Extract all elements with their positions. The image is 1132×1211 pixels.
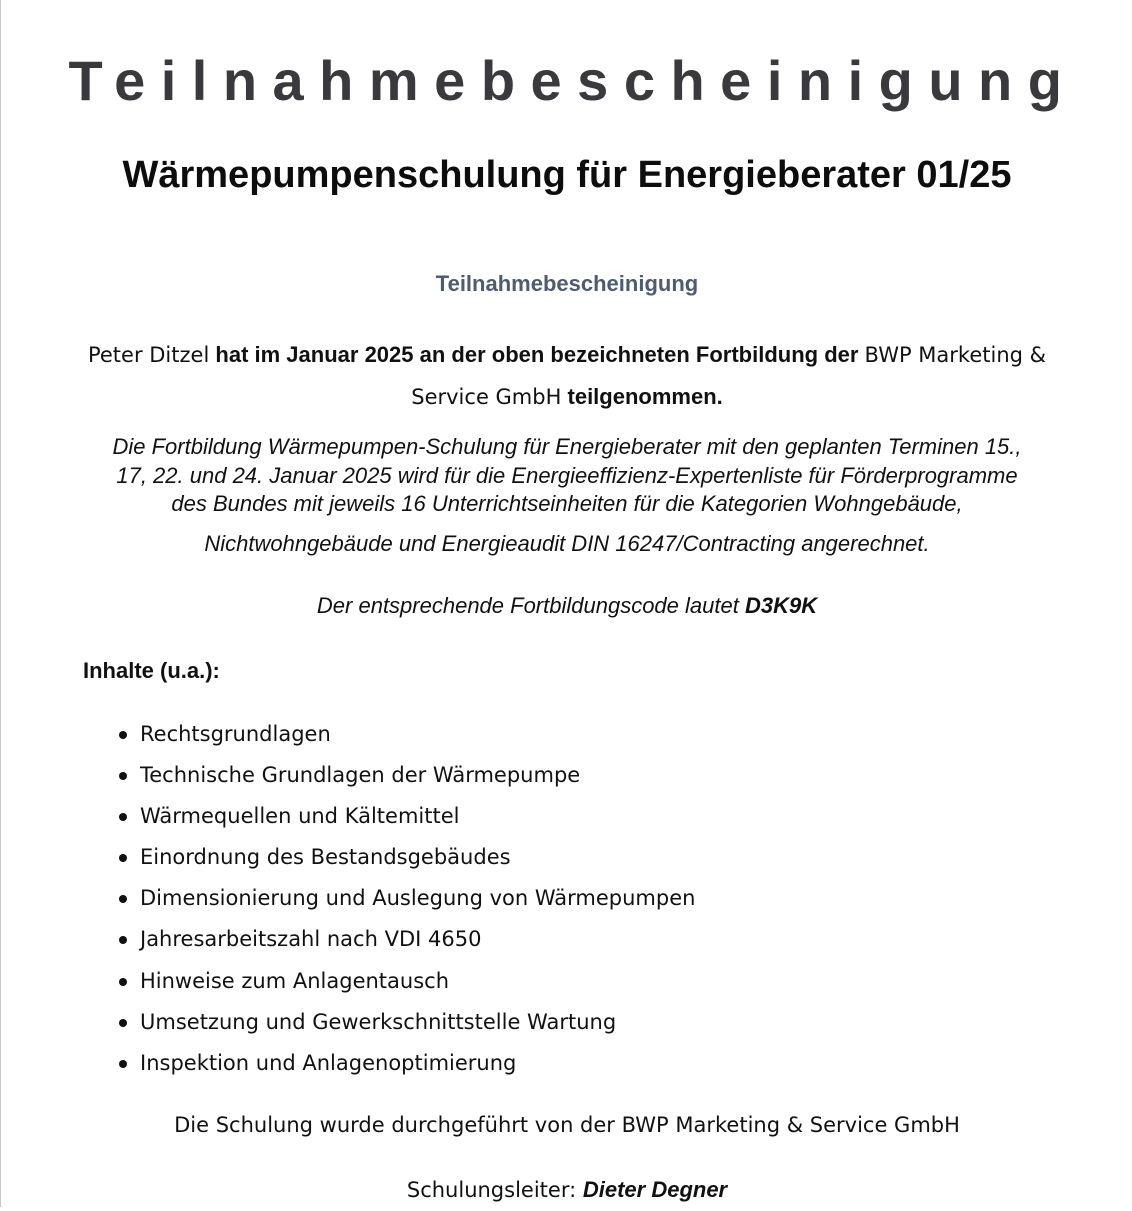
training-code-line — [1, 592, 1132, 620]
code-label: Der entsprechende Fortbildungscode lautet — [316, 593, 745, 618]
bullet-icon — [119, 895, 127, 903]
list-item — [83, 878, 695, 919]
note-line: des Bundes mit jeweils 16 Unterrichtseinheiten für die Kategorien Wohngebäude, — [171, 491, 963, 516]
bullet-icon — [119, 772, 127, 780]
list-item — [83, 919, 695, 960]
list-item — [83, 796, 695, 837]
training-code: D3K9K — [744, 593, 818, 618]
list-item-label: Inspektion und Anlagenoptimierung — [140, 1050, 517, 1075]
list-item — [83, 1043, 695, 1084]
certificate-title: Teilnahmebescheinigung — [68, 49, 1078, 112]
section-heading: Teilnahmebescheinigung — [435, 271, 699, 296]
note-line: 17, 22. und 24. Januar 2025 wird für die Energieeffizienz-Expertenliste für Förderprogramme — [116, 462, 1018, 488]
list-item-label: Technische Grundlagen der Wärmepumpe — [140, 763, 581, 788]
list-item — [83, 961, 695, 1002]
note-line: Nichtwohngebäude und Energieaudit DIN 16247/Contracting angerechnet. — [204, 530, 930, 556]
list-item — [83, 1002, 695, 1043]
contents-list — [83, 714, 695, 1084]
bullet-icon — [119, 978, 127, 986]
participation-statement — [71, 334, 1063, 418]
list-item-label: Umsetzung und Gewerkschnittstelle Wartung — [140, 1009, 617, 1034]
list-item — [83, 837, 695, 878]
training-leader-line — [1, 1169, 1132, 1211]
leader-label: Schulungsleiter: — [406, 1178, 583, 1202]
certificate-page — [1, 0, 1132, 1207]
note-line: Die Fortbildung Wärmepumpen-Schulung für Energieberater mit den geplanten Terminen 15., — [112, 434, 1022, 459]
list-item — [83, 714, 695, 755]
contents-heading: Inhalte (u.a.): — [83, 658, 220, 683]
organizer-name: BWP Marketing & Service GmbH — [411, 343, 1047, 409]
bullet-icon — [119, 854, 127, 862]
accreditation-note — [61, 433, 1073, 558]
participant-name: Peter Ditzel — [87, 343, 210, 367]
conducted-by-line: Die Schulung wurde durchgeführt von der BWP Marketing & Service GmbH — [174, 1113, 960, 1137]
list-item-label: Jahresarbeitszahl nach VDI 4650 — [140, 927, 482, 952]
bullet-icon — [119, 731, 127, 739]
list-item-label: Dimensionierung und Auslegung von Wärmepumpen — [140, 886, 696, 911]
bullet-icon — [119, 1019, 127, 1027]
list-item-label: Hinweise zum Anlagentausch — [140, 968, 450, 993]
bullet-icon — [119, 1060, 127, 1068]
bullet-icon — [119, 813, 127, 821]
list-item-label: Einordnung des Bestandsgebäudes — [140, 845, 511, 870]
leader-name: Dieter Degner — [582, 1177, 728, 1202]
list-item-label: Wärmequellen und Kältemittel — [140, 804, 460, 829]
statement-text-end: teilgenommen. — [561, 384, 723, 409]
statement-text: hat im Januar 2025 an der oben bezeichneten Fortbildung der — [209, 342, 865, 367]
list-item — [83, 755, 695, 796]
bullet-icon — [119, 936, 127, 944]
course-subtitle: Wärmepumpenschulung für Energieberater 01/25 — [122, 154, 1012, 196]
list-item-label: Rechtsgrundlagen — [140, 722, 331, 746]
